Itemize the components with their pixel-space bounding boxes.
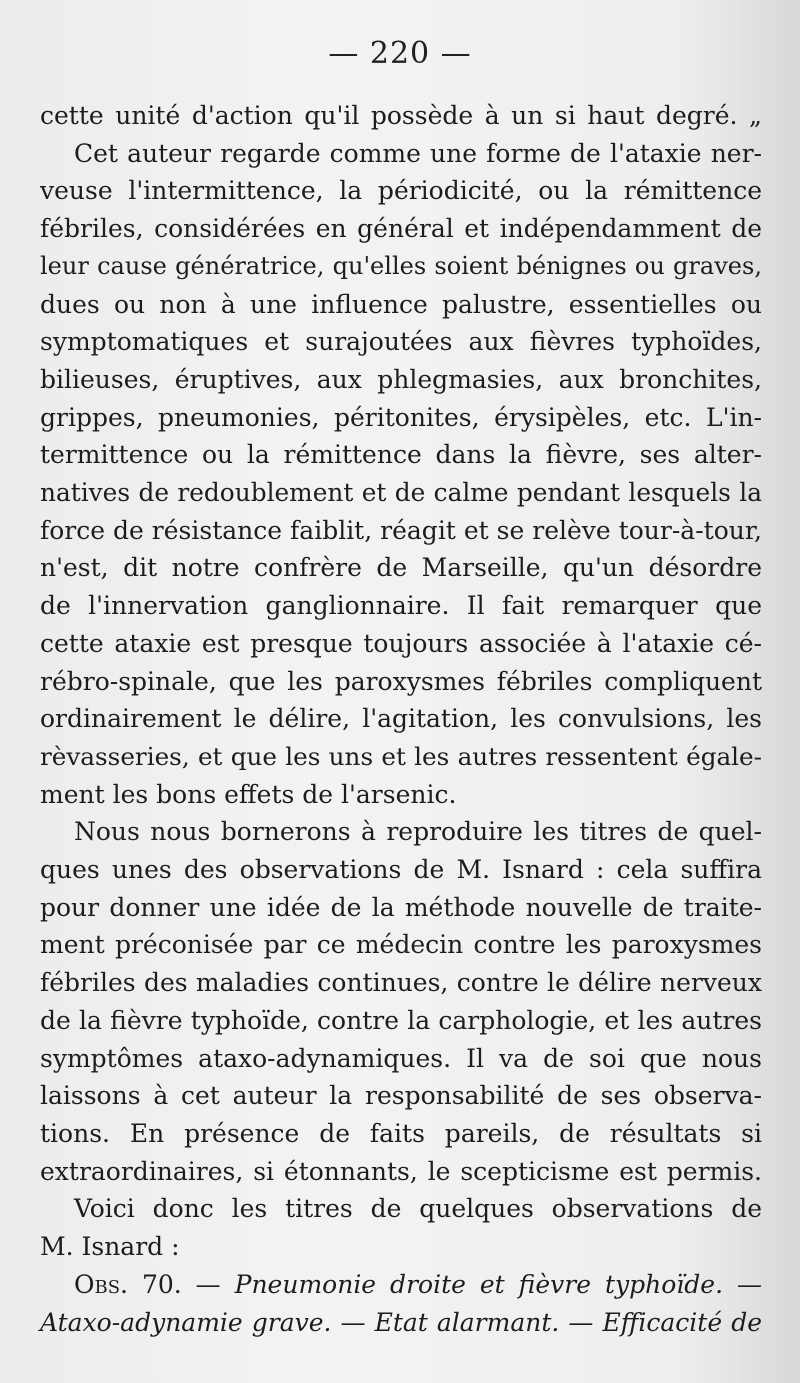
observation-title-line: Ataxo-adynamie grave. — Etat alarmant. — Efficacité de [40, 1307, 762, 1337]
text-line: leur cause génératrice, qu'elles soient bénignes ou graves, [40, 251, 762, 280]
text-line: pour donner une idée de la méthode nouvelle de traite- [40, 892, 762, 922]
text-line: Cet auteur regarde comme une forme de l'ataxie ner- [74, 138, 762, 168]
text-line: fébriles des maladies continues, contre le délire nerveux [40, 968, 762, 998]
text-line: de l'innervation ganglionnaire. Il fait remarquer que [40, 591, 762, 621]
text-line: ordinairement le délire, l'agitation, les convulsions, les [40, 704, 762, 734]
text-line: natives de redoublement et de calme pendant lesquels la [40, 478, 762, 508]
text-line: ment les bons effets de l'arsenic. [40, 779, 457, 809]
text-line: bilieuses, éruptives, aux phlegmasies, aux bronchites, [40, 364, 762, 394]
observation-title-line [40, 1266, 762, 1304]
text-line: veuse l'intermittence, la périodicité, ou la rémittence [40, 176, 762, 206]
text-line: grippes, pneumonies, péritonites, érysipèles, etc. L'in- [40, 402, 762, 432]
text-line: rèvasseries, et que les uns et les autres ressentent égale- [40, 741, 762, 771]
text-line: dues ou non à une influence palustre, essentielles ou [40, 289, 762, 319]
text-line: n'est, dit notre confrère de Marseille, qu'un désordre [40, 553, 762, 583]
page-number: — 220 — [328, 36, 472, 71]
observation-title: — Pneumonie droite et fièvre typhoïde. — [181, 1269, 762, 1299]
text-line: Nous nous bornerons à reproduire les titres de quel- [74, 817, 762, 847]
body-text [40, 97, 762, 1341]
text-line: fébriles, considérées en général et indépendamment de [40, 214, 762, 244]
text-line: ques unes des observations de M. Isnard : cela suffira [40, 855, 762, 885]
text-line: cette unité d'action qu'il possède à un si haut degré. „ [40, 101, 762, 130]
text-line: de la fièvre typhoïde, contre la carphologie, et les autres [40, 1005, 762, 1035]
text-line: ment préconisée par ce médecin contre les paroxysmes [40, 930, 762, 960]
text-line: laissons à cet auteur la responsabilité de ses observa- [40, 1081, 762, 1111]
text-line: rébro-spinale, que les paroxysmes fébriles compliquent [40, 666, 762, 696]
text-line: symptômes ataxo-adynamiques. Il va de soi que nous [40, 1043, 762, 1073]
text-line: Voici donc les titres de quelques observations de [74, 1194, 762, 1224]
observation-label: Obs. 70. [74, 1269, 182, 1299]
text-line: extraordinaires, si étonnants, le scepticisme est permis. [40, 1156, 762, 1186]
text-line: termittence ou la rémittence dans la fièvre, ses alter- [40, 440, 762, 470]
text-line: symptomatiques et surajoutées aux fièvres typhoïdes, [40, 327, 762, 357]
text-line: cette ataxie est presque toujours associée à l'ataxie cé- [40, 628, 762, 658]
text-line: tions. En présence de faits pareils, de résultats si [40, 1118, 762, 1148]
text-line: force de résistance faiblit, réagit et se relève tour-à-tour, [40, 515, 762, 545]
text-line: M. Isnard : [40, 1232, 180, 1262]
